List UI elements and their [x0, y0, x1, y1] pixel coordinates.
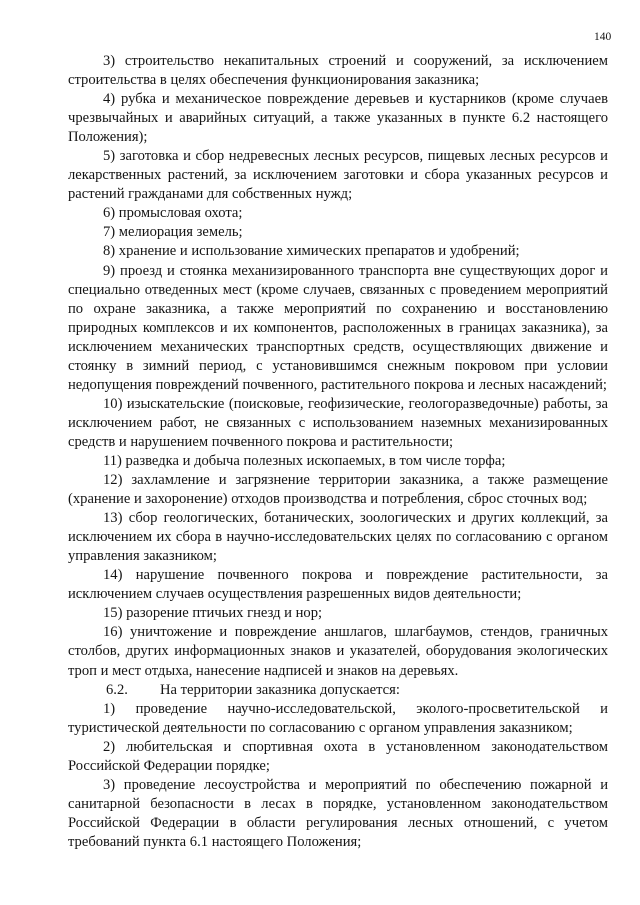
list-item: 13) сбор геологических, ботанических, зоологических и других коллекций, за исключением их сбора в научно-исследовательских целях по согласованию с органом управления заказником;: [68, 510, 608, 565]
list-item: 2) любительская и спортивная охота в установленном законодательством Российской Федерации порядке;: [68, 738, 608, 774]
list-item: 10) изыскательские (поисковые, геофизические, геологоразведочные) работы, за исключением работ, не связанных с использованием наземных механизированных средств и нарушением почвенного покрова и растительности;: [68, 395, 608, 450]
section-title: На территории заказника допускается:: [160, 681, 400, 698]
list-item: 7) мелиорация земель;: [103, 224, 243, 241]
list-item: 16) уничтожение и повреждение аншлагов, шлагбаумов, стендов, граничных столбов, других информационных знаков и указателей, оборудования экологических троп и мест отдыха, нанесение надписей и знаков на деревьях.: [68, 624, 608, 679]
list-item: 8) хранение и использование химических препаратов и удобрений;: [103, 243, 520, 260]
list-item: 14) нарушение почвенного покрова и повреждение растительности, за исключением случаев осуществления разрешенных видов деятельности;: [68, 567, 608, 603]
document-body: [68, 52, 608, 852]
list-item: 3) строительство некапитальных строений и сооружений, за исключением строительства в целях обеспечения функционирования заказника;: [68, 53, 608, 89]
list-item: 5) заготовка и сбор недревесных лесных ресурсов, пищевых лесных ресурсов и лекарственных растений, за исключением заготовки и сбора указанных ресурсов и растений гражданами для собственных нужд;: [68, 148, 608, 203]
list-item: 11) разведка и добыча полезных ископаемых, в том числе торфа;: [103, 452, 506, 469]
section-number: 6.2.: [106, 681, 128, 698]
list-item: 4) рубка и механическое повреждение деревьев и кустарников (кроме случаев чрезвычайных и аварийных ситуаций, а также указанных в пункте 6.2 настоящего Положения);: [68, 91, 608, 146]
list-item: 3) проведение лесоустройства и мероприятий по обеспечению пожарной и санитарной безопасности в лесах в порядке, установленном законодательством Российской Федерации в области регулирования лесных отношений, с учетом требований пункта 6.1 настоящего Положения;: [68, 776, 608, 850]
list-item: 1) проведение научно-исследовательской, эколого-просветительской и туристической деятельности по согласованию с органом управления заказником;: [68, 700, 608, 736]
page-number: 140: [594, 31, 612, 43]
list-item: 12) захламление и загрязнение территории заказника, а также размещение (хранение и захоронение) отходов производства и потребления, сброс сточных вод;: [68, 472, 608, 508]
section-heading: [68, 681, 608, 700]
list-item: 15) разорение птичьих гнезд и нор;: [103, 605, 323, 622]
list-item: 6) промысловая охота;: [103, 205, 243, 222]
list-item: 9) проезд и стоянка механизированного транспорта вне существующих дорог и специально отведенных мест (кроме случаев, связанных с проведением мероприятий по охране заказника, а также мероприятий по сохранению и восстановлению природных комплексов и их компонентов, расположенных в границах заказника), за исключением механических транспортных средств, осуществляющих движение и стоянку в зимний период, с установившимся снежным покровом при условии недопущения повреждений почвенного, растительного покрова и лесных насаждений;: [68, 262, 608, 393]
